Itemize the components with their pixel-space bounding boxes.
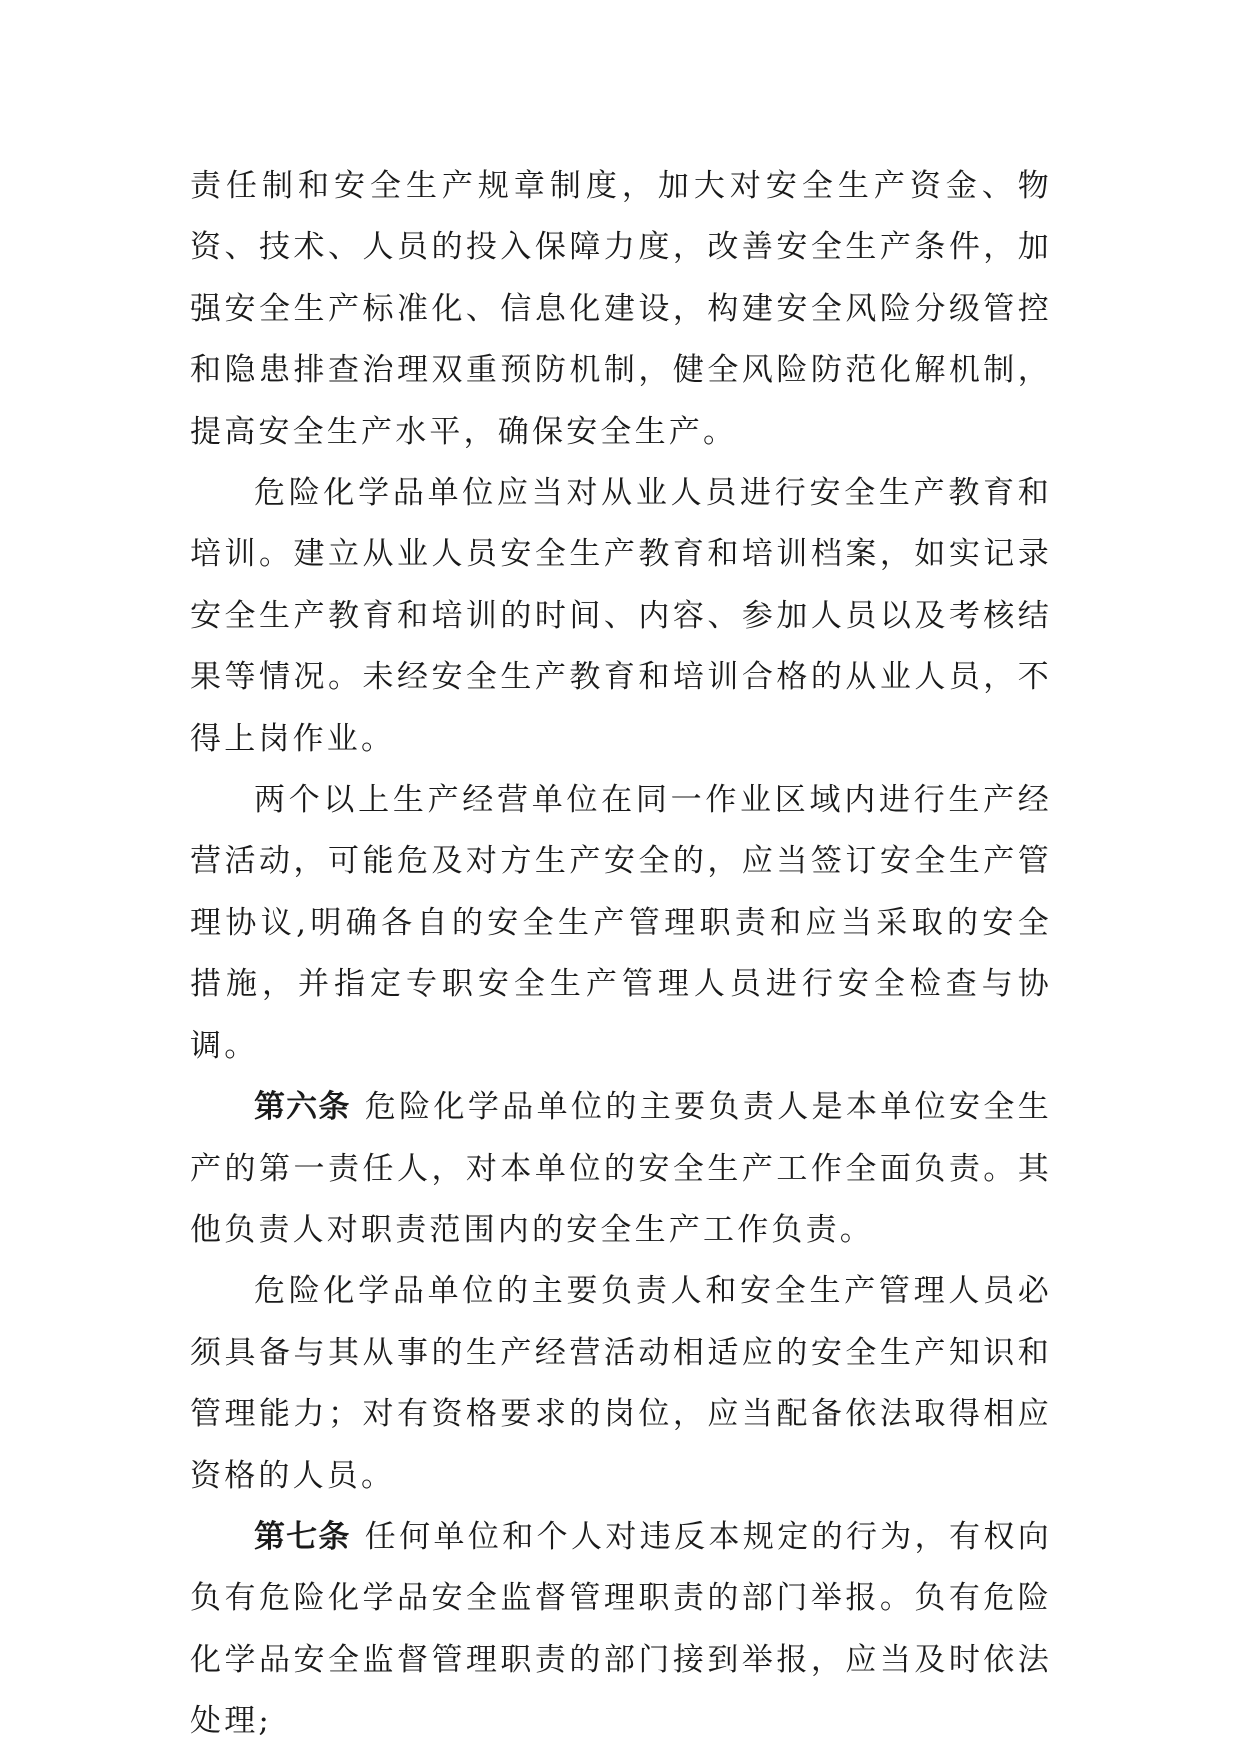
paragraph-5-text: 危险化学品单位的主要负责人和安全生产管理人员必须具备与其从事的生产经营活动相适应的安全生产知识和管理能力；对有资格要求的岗位，应当配备依法取得相应资格的人员。 xyxy=(190,1273,1052,1494)
paragraph-3 xyxy=(190,770,1052,1077)
paragraph-5 xyxy=(190,1261,1052,1507)
article-7-number: 第七条 xyxy=(254,1518,351,1555)
paragraph-article-6 xyxy=(190,1077,1052,1261)
paragraph-1-text: 责任制和安全生产规章制度，加大对安全生产资金、物资、技术、人员的投入保障力度，改善安全生产条件，加强安全生产标准化、信息化建设，构建安全风险分级管控和隐患排查治理双重预防机制，健全风险防范化解机制，提高安全生产水平，确保安全生产。 xyxy=(190,168,1052,450)
paragraph-article-7-text: 任何单位和个人对违反本规定的行为，有权向负有危险化学品安全监督管理职责的部门举报。负有危险化学品安全监督管理职责的部门接到举报，应当及时依法处理; xyxy=(190,1518,1053,1740)
paragraph-1 xyxy=(190,156,1052,463)
paragraph-article-7 xyxy=(190,1507,1052,1753)
article-6-number: 第六条 xyxy=(254,1089,351,1126)
paragraph-2 xyxy=(190,463,1052,770)
document-body xyxy=(190,156,1052,1753)
paragraph-2-text: 危险化学品单位应当对从业人员进行安全生产教育和培训。建立从业人员安全生产教育和培训档案，如实记录安全生产教育和培训的时间、内容、参加人员以及考核结果等情况。未经安全生产教育和培训合格的从业人员，不得上岗作业。 xyxy=(190,475,1052,757)
paragraph-3-text: 两个以上生产经营单位在同一作业区域内进行生产经营活动，可能危及对方生产安全的，应当签订安全生产管理协议,明确各自的安全生产管理职责和应当采取的安全措施，并指定专职安全生产管理人员进行安全检查与协调。 xyxy=(190,782,1052,1064)
paragraph-article-6-text: 危险化学品单位的主要负责人是本单位安全生产的第一责任人，对本单位的安全生产工作全面负责。其他负责人对职责范围内的安全生产工作负责。 xyxy=(190,1089,1053,1248)
